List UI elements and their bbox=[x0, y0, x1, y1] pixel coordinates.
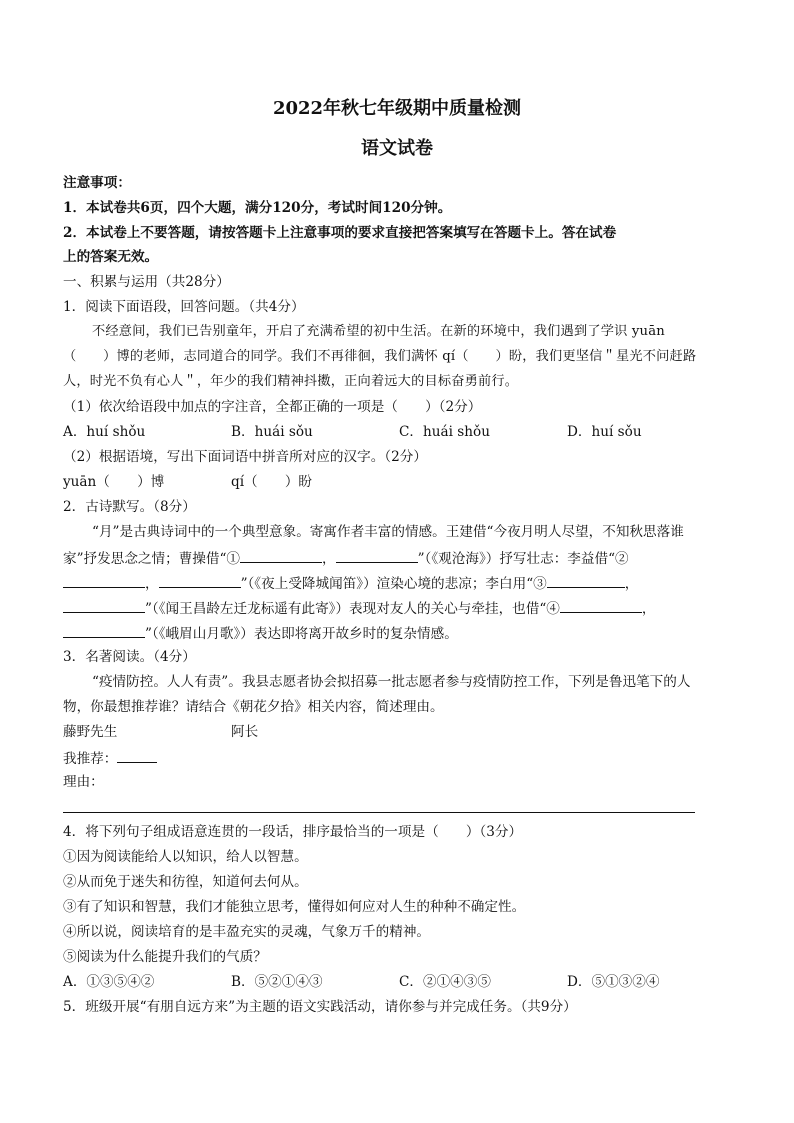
q2-text: ， bbox=[145, 576, 159, 592]
q2-line bbox=[63, 573, 638, 593]
q4-sentence: ⑤阅读为什么能提升我们的气质？ bbox=[63, 949, 267, 965]
answer-blank[interactable] bbox=[336, 548, 418, 563]
q3-recommend bbox=[63, 748, 157, 768]
q2-line: “月”是古典诗词中的一个典型意象。寄寓作者丰富的情感。王建借“今夜月明人尽望，不知秋思落谁 bbox=[92, 524, 684, 540]
q2-line bbox=[63, 548, 629, 568]
q4-sentence: ④所以说，阅读培育的是丰盈充实的灵魂，气象万千的精神。 bbox=[63, 924, 431, 940]
notice-item-1: 1．本试卷共6页，四个大题，满分120分，考试时间120分钟。 bbox=[63, 200, 452, 216]
q2-line bbox=[63, 623, 458, 643]
q2-text: ”（《峨眉山月歌》）表达即将离开故乡时的复杂情感。 bbox=[145, 626, 458, 642]
answer-blank[interactable] bbox=[63, 623, 145, 638]
q1-option-d: D．huí sǒu bbox=[567, 424, 642, 440]
q2-text: ， bbox=[641, 601, 656, 617]
q3-option-1: 藤野先生 bbox=[63, 724, 118, 740]
q4-option-b: B．⑤②①④③ bbox=[231, 974, 323, 990]
q4-option-a: A．①③⑤④② bbox=[63, 974, 155, 990]
q4-option-d: D．⑤①③②④ bbox=[567, 974, 660, 990]
section-heading: 一、积累与运用（共28分） bbox=[63, 274, 230, 290]
q1-passage-line: （ ）博的老师，志同道合的同学。我们不再徘徊，我们满怀 qí（ ）盼，我们更坚信＂星光不问赶路 bbox=[63, 349, 697, 364]
q1-sub2-item-b: qí（ ）盼 bbox=[231, 474, 313, 490]
answer-blank[interactable] bbox=[240, 548, 322, 563]
notice-heading: 注意事项： bbox=[63, 175, 131, 191]
q3-line: 物，你最想推荐谁？请结合《朝花夕拾》相关内容，简述理由。 bbox=[63, 699, 444, 715]
q4-sentence: ①因为阅读能给人以知识，给人以智慧。 bbox=[63, 849, 308, 865]
answer-blank[interactable] bbox=[547, 573, 625, 588]
q1-sub1: （1）依次给语段中加点的字注音，全都正确的一项是（ ）（2分） bbox=[63, 399, 482, 415]
q3-line: “疫情防控。人人有责”。我县志愿者协会拟招募一批志愿者参与疫情防控工作，下列是鲁迅笔下的人 bbox=[92, 674, 691, 690]
q1-option-b: B．huái sǒu bbox=[231, 424, 313, 440]
exam-title: 2022年秋七年级期中质量检测 bbox=[272, 98, 522, 119]
answer-blank[interactable] bbox=[159, 573, 241, 588]
q1-sub2-item-a: yuān（ ）博 bbox=[63, 474, 165, 490]
notice-item-2-cont: 上的答案无效。 bbox=[63, 249, 159, 265]
q1-option-a: A．huí shǒu bbox=[63, 424, 146, 440]
q2-text: ”（《闻王昌龄左迁龙标遥有此寄》）表现对友人的关心与牵挂，也借“④ bbox=[145, 601, 560, 617]
q3-stem: 3．名著阅读。（4分） bbox=[63, 649, 196, 665]
q2-text: ”（《夜上受降城闻笛》）渲染心境的悲凉；李白用“③ bbox=[240, 576, 547, 592]
answer-blank[interactable] bbox=[560, 598, 642, 613]
q3-reason-label: 理由： bbox=[63, 774, 104, 790]
q2-text: ， bbox=[624, 576, 639, 592]
q4-option-c: C．②①④③⑤ bbox=[399, 974, 491, 990]
q1-passage-line: 不经意间，我们已告别童年，开启了充满希望的初中生活。在新的环境中，我们遇到了学识 yuān bbox=[92, 324, 665, 339]
recommend-blank[interactable] bbox=[117, 748, 157, 763]
answer-blank[interactable] bbox=[63, 598, 145, 613]
q2-text: ”（《观沧海》）抒写壮志：李益借“② bbox=[417, 551, 629, 567]
answer-blank[interactable] bbox=[63, 573, 145, 588]
q1-sub2: （2）根据语境，写出下面词语中拼音所对应的汉字。（2分） bbox=[63, 449, 427, 465]
q4-sentence: ②从而免于迷失和彷徨，知道何去何从。 bbox=[63, 874, 308, 890]
q4-stem: 4．将下列句子组成语意连贯的一段话，排序最恰当的一项是（ ）（3分） bbox=[63, 824, 523, 840]
q2-text: ， bbox=[322, 551, 336, 567]
recommend-label: 我推荐： bbox=[63, 751, 118, 767]
q2-text: 家”抒发思念之情；曹操借“① bbox=[63, 551, 241, 567]
q5-stem: 5．班级开展“有朋自远方来”为主题的语文实践活动，请你参与并完成任务。（共9分） bbox=[63, 999, 577, 1015]
exam-subtitle: 语文试卷 bbox=[361, 138, 433, 159]
q2-line bbox=[63, 598, 656, 618]
q4-sentence: ③有了知识和智慧，我们才能独立思考，懂得如何应对人生的种种不确定性。 bbox=[63, 899, 526, 915]
q2-stem: 2．古诗默写。（8分） bbox=[63, 499, 196, 515]
notice-item-2: 2．本试卷上不要答题，请按答题卡上注意事项的要求直接把答案填写在答题卡上。答在试卷 bbox=[63, 225, 617, 241]
q3-option-2: 阿长 bbox=[231, 724, 259, 740]
q1-option-c: C．huái shǒu bbox=[399, 424, 490, 440]
answer-line[interactable] bbox=[63, 812, 695, 813]
q1-stem: 1．阅读下面语段，回答问题。（共4分） bbox=[63, 299, 305, 315]
q1-passage-line: 人，时光不负有心人＂，年少的我们精神抖擞，正向着远大的目标奋勇前行。 bbox=[63, 374, 519, 389]
